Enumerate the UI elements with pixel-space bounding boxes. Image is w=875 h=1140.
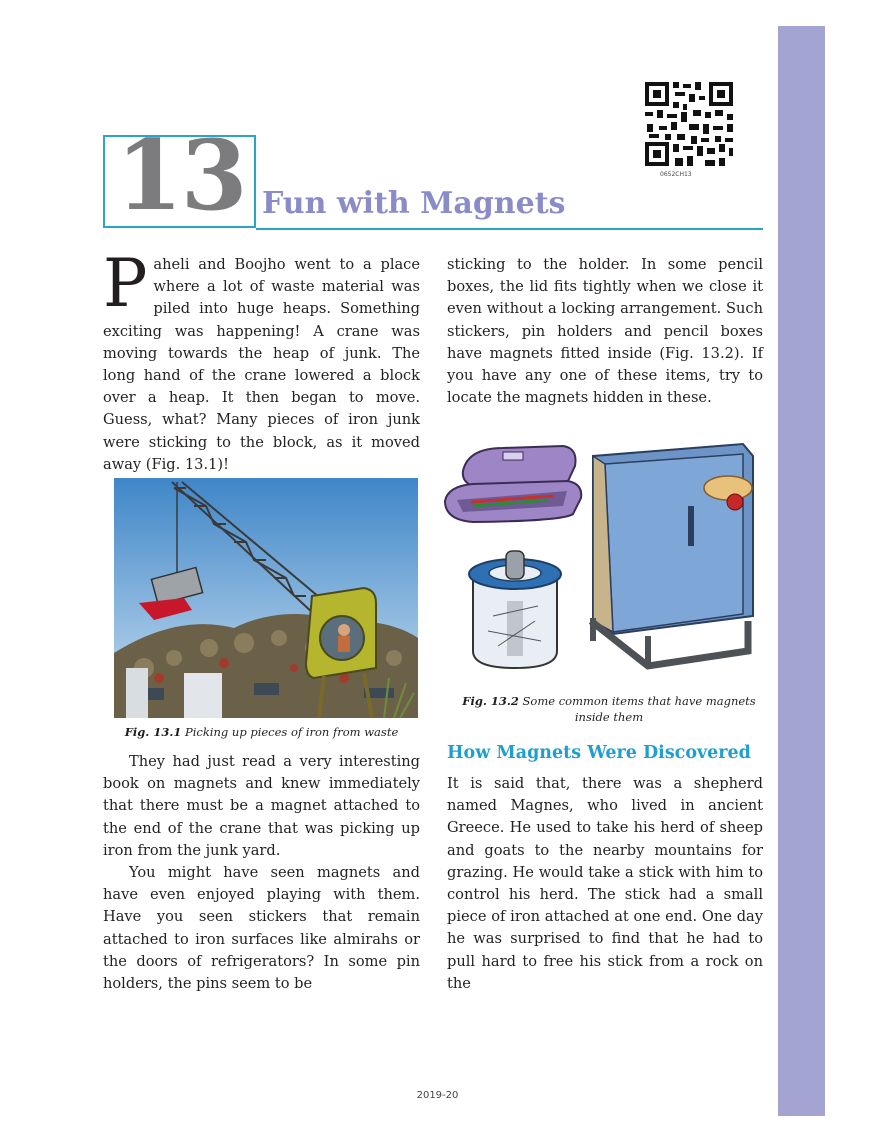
refrigerator-drawing	[591, 444, 753, 668]
crane-illustration	[114, 478, 418, 718]
figure-1-label: Fig. 13.1	[124, 725, 182, 739]
paragraph-magnes: It is said that, there was a shepherd named Magnes, who lived in ancient Greece. He used to take his herd of sheep and goats to the nearby mountains for grazing. He would take a stick with him to control his herd. The stick had a small piece of iron attached at one end. One day he was surprised to find that he had to pull hard to free his stick from a rock on the	[447, 775, 763, 992]
qr-code-image	[643, 80, 735, 168]
left-lower-text	[103, 751, 420, 995]
qr-code-id: 0652CH13	[660, 171, 692, 178]
figure-2-text: Some common items that have magnets inside them	[522, 694, 756, 724]
drop-cap: P	[103, 245, 148, 322]
pencil-box-drawing	[445, 446, 581, 522]
chapter-number: 13	[116, 119, 246, 232]
figure-2-caption	[458, 693, 760, 725]
common-magnet-items-illustration	[443, 436, 765, 678]
intro-text-column	[103, 245, 420, 476]
intro-paragraph: aheli and Boojho went to a place where a lot of waste material was piled into huge heaps. Something exciting was happening! A crane was moving towards the heap of junk. The long hand of the crane lowered a block over a heap. It then began to move. Guess, what? Many pieces of iron junk were sticking to the block, as it moved away (Fig. 13.1)!	[103, 256, 420, 473]
pin-holder-drawing	[469, 551, 561, 668]
side-color-band	[778, 26, 825, 1116]
paragraph-book: They had just read a very interesting book on magnets and knew immediately that there must be a magnet attached to the end of the crane that was picking up iron from the junk yard.	[103, 753, 420, 859]
chapter-title: Fun with Magnets	[262, 186, 566, 221]
right-top-text	[447, 254, 763, 409]
figure-2-label: Fig. 13.2	[462, 694, 519, 708]
paragraph-stickers: You might have seen magnets and have even enjoyed playing with them. Have you seen stickers that remain attached to iron surfaces like almirahs or the doors of refrigerators? In some pin holders, the pins seem to be	[103, 864, 420, 993]
section-text	[447, 773, 763, 995]
paragraph-pencil-boxes: sticking to the holder. In some pencil boxes, the lid fits tightly when we close it even without a locking arrangement. Such stickers, pin holders and pencil boxes have magnets fitted inside (Fig. 13.2). If you have any one of these items, try to locate the magnets hidden in these.	[447, 256, 763, 407]
page-footer-year: 2019-20	[416, 1090, 459, 1101]
title-underline	[256, 228, 763, 230]
figure-1-text: Picking up pieces of iron from waste	[184, 725, 399, 739]
figure-1-caption	[103, 724, 420, 740]
section-heading: How Magnets Were Discovered	[447, 743, 751, 763]
